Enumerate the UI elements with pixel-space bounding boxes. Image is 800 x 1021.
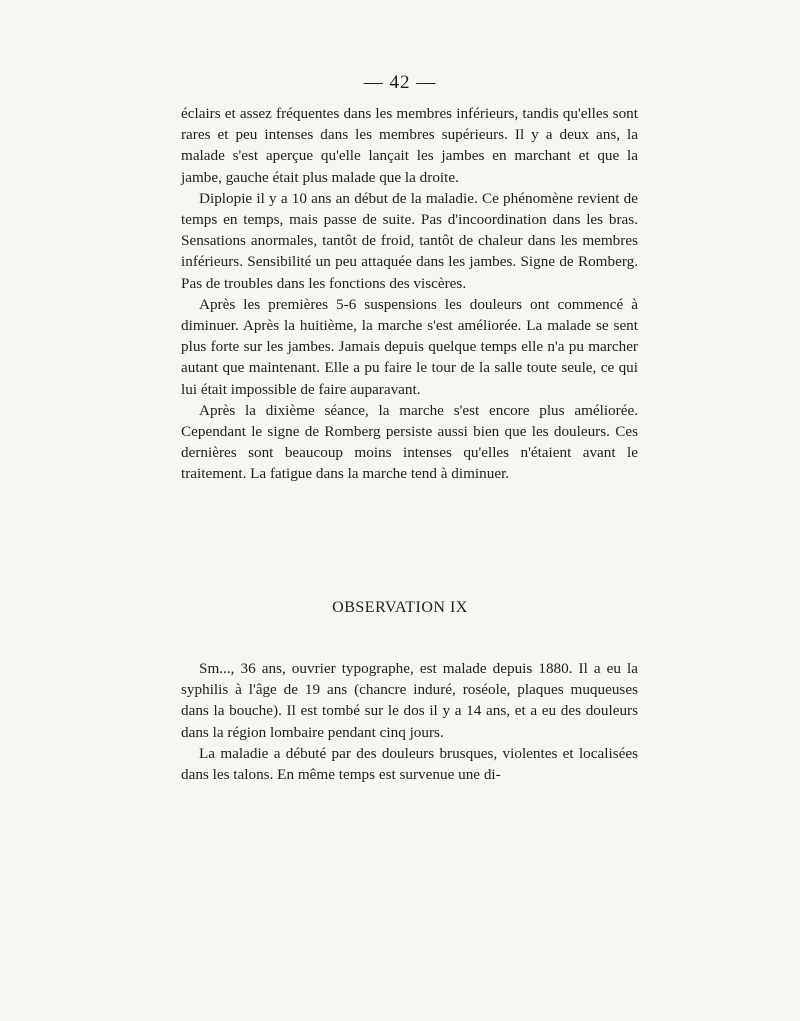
- paragraph-6: La maladie a débuté par des douleurs brusques, violentes et localisées dans les talons. En même temps est survenue une di-: [181, 744, 638, 784]
- paragraph-4: Après la dixième séance, la marche s'est encore plus améliorée. Cependant le signe de Romberg persiste aussi bien que les douleurs. Ces dernières sont beaucoup moins intenses qu'elles n'étaient avant le traitement. La fatigue dans la marche tend à diminuer.: [181, 401, 638, 483]
- paragraph-2: Diplopie il y a 10 ans an début de la maladie. Ce phénomène revient de temps en temps, mais passe de suite. Pas d'incoordination dans les bras. Sensations anormales, tantôt de froid, tantôt de chaleur dans les membres inférieurs. Sensibilité un peu attaquée dans les jambes. Signe de Romberg. Pas de troubles dans les fonctions des viscères.: [181, 189, 638, 292]
- paragraph-3: Après les premières 5-6 suspensions les douleurs ont commencé à diminuer. Après la huitième, la marche s'est améliorée. La malade se sent plus forte sur les jambes. Jamais depuis quelque temps elle n'a pu marcher autant que maintenant. Elle a pu faire le tour de la salle toute seule, ce qui lui était impossible de faire auparavant.: [181, 295, 638, 398]
- page-number: — 42 —: [363, 72, 437, 93]
- observation-heading: OBSERVATION IX: [332, 599, 468, 616]
- text-block-continued: [181, 103, 638, 485]
- paragraph-1: éclairs et assez fréquentes dans les membres inférieurs, tandis qu'elles sont rares et peu intenses dans les membres supérieurs. Il y a deux ans, la malade s'est aperçue qu'elle lançait les jambes en marchant et que la jambe, gauche était plus malade que la droite.: [181, 105, 638, 186]
- text-block-observation: [181, 658, 638, 785]
- paragraph-5: Sm..., 36 ans, ouvrier typographe, est malade depuis 1880. Il a eu la syphilis à l'âge de 19 ans (chancre induré, roséole, plaques muqueuses dans la bouche). Il est tombé sur le dos il y a 14 ans, et a eu des douleurs dans la région lombaire pendant cinq jours.: [181, 660, 638, 741]
